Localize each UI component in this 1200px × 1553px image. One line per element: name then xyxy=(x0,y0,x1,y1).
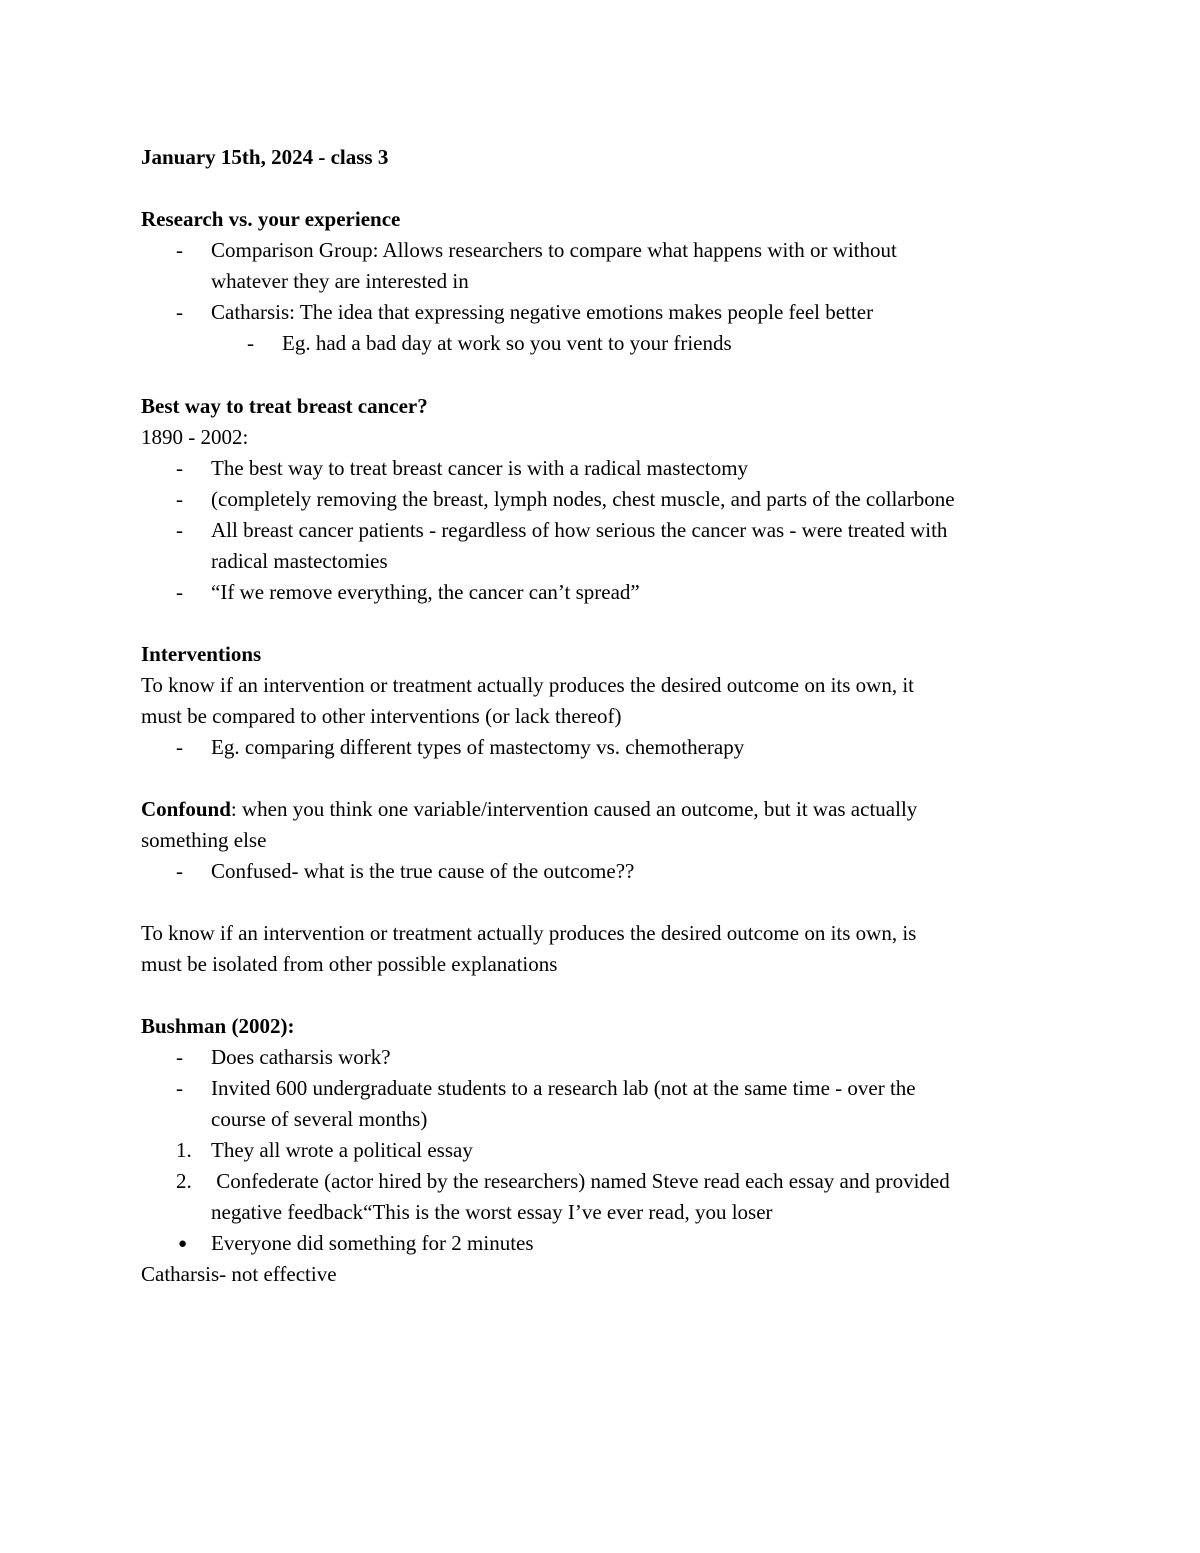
list-item: Comparison Group: Allows researchers to compare what happens with or without xyxy=(211,238,897,262)
list-item-continuation: radical mastectomies xyxy=(211,549,388,573)
bullet-dash: - xyxy=(176,1076,183,1100)
bullet-dash: - xyxy=(176,518,183,542)
numbered-item: They all wrote a political essay xyxy=(211,1138,473,1162)
numbered-item: Confederate (actor hired by the researchers) named Steve read each essay and provided xyxy=(211,1169,950,1193)
confound-definition-text: : when you think one variable/intervention caused an outcome, but it was actually xyxy=(230,797,918,821)
conclusion: Catharsis- not effective xyxy=(141,1262,337,1286)
list-item-nested: Eg. had a bad day at work so you vent to your friends xyxy=(282,331,732,355)
list-item: Everyone did something for 2 minutes xyxy=(211,1231,534,1255)
numbered-item-continuation: negative feedback“This is the worst essay I’ve ever read, you loser xyxy=(211,1200,773,1224)
list-number: 2. xyxy=(176,1169,192,1193)
bullet-dash: - xyxy=(176,580,183,604)
bullet-dash: - xyxy=(176,735,183,759)
list-item-continuation: course of several months) xyxy=(211,1107,428,1131)
interventions-heading: Interventions xyxy=(141,642,262,666)
paragraph: To know if an intervention or treatment actually produces the desired outcome on its own, is xyxy=(141,921,917,945)
cancer-heading: Best way to treat breast cancer? xyxy=(141,394,428,418)
list-item: Does catharsis work? xyxy=(211,1045,391,1069)
list-item: All breast cancer patients - regardless of how serious the cancer was - were treated with xyxy=(211,518,948,542)
confound-term: Confound xyxy=(141,797,231,821)
list-item: Catharsis: The idea that expressing negative emotions makes people feel better xyxy=(211,300,874,324)
bullet-dash: - xyxy=(247,331,254,355)
paragraph-continuation: must be compared to other interventions (or lack thereof) xyxy=(141,704,622,728)
list-item: Confused- what is the true cause of the outcome?? xyxy=(211,859,635,883)
paragraph-continuation: must be isolated from other possible explanations xyxy=(141,952,558,976)
list-item: “If we remove everything, the cancer can’t spread” xyxy=(211,580,640,604)
page-title: January 15th, 2024 - class 3 xyxy=(141,145,389,169)
list-item: (completely removing the breast, lymph nodes, chest muscle, and parts of the collarbone xyxy=(211,487,955,511)
list-item: Invited 600 undergraduate students to a research lab (not at the same time - over the xyxy=(211,1076,916,1100)
list-item: The best way to treat breast cancer is with a radical mastectomy xyxy=(211,456,749,480)
bullet-dash: - xyxy=(176,859,183,883)
paragraph-continuation: something else xyxy=(141,828,267,852)
bullet-dash: - xyxy=(176,1045,183,1069)
paragraph: To know if an intervention or treatment actually produces the desired outcome on its own, it xyxy=(141,673,914,697)
research-heading: Research vs. your experience xyxy=(141,207,401,231)
bullet-dot-icon: ● xyxy=(178,1236,188,1252)
confound-definition xyxy=(141,796,917,822)
bullet-dash: - xyxy=(176,238,183,262)
list-item: Eg. comparing different types of mastectomy vs. chemotherapy xyxy=(211,735,745,759)
list-number: 1. xyxy=(176,1138,192,1162)
bullet-dash: - xyxy=(176,487,183,511)
bushman-heading: Bushman (2002): xyxy=(141,1014,295,1038)
bullet-dash: - xyxy=(176,456,183,480)
bullet-dash: - xyxy=(176,300,183,324)
list-item-continuation: whatever they are interested in xyxy=(211,269,469,293)
cancer-years: 1890 - 2002: xyxy=(141,425,249,449)
